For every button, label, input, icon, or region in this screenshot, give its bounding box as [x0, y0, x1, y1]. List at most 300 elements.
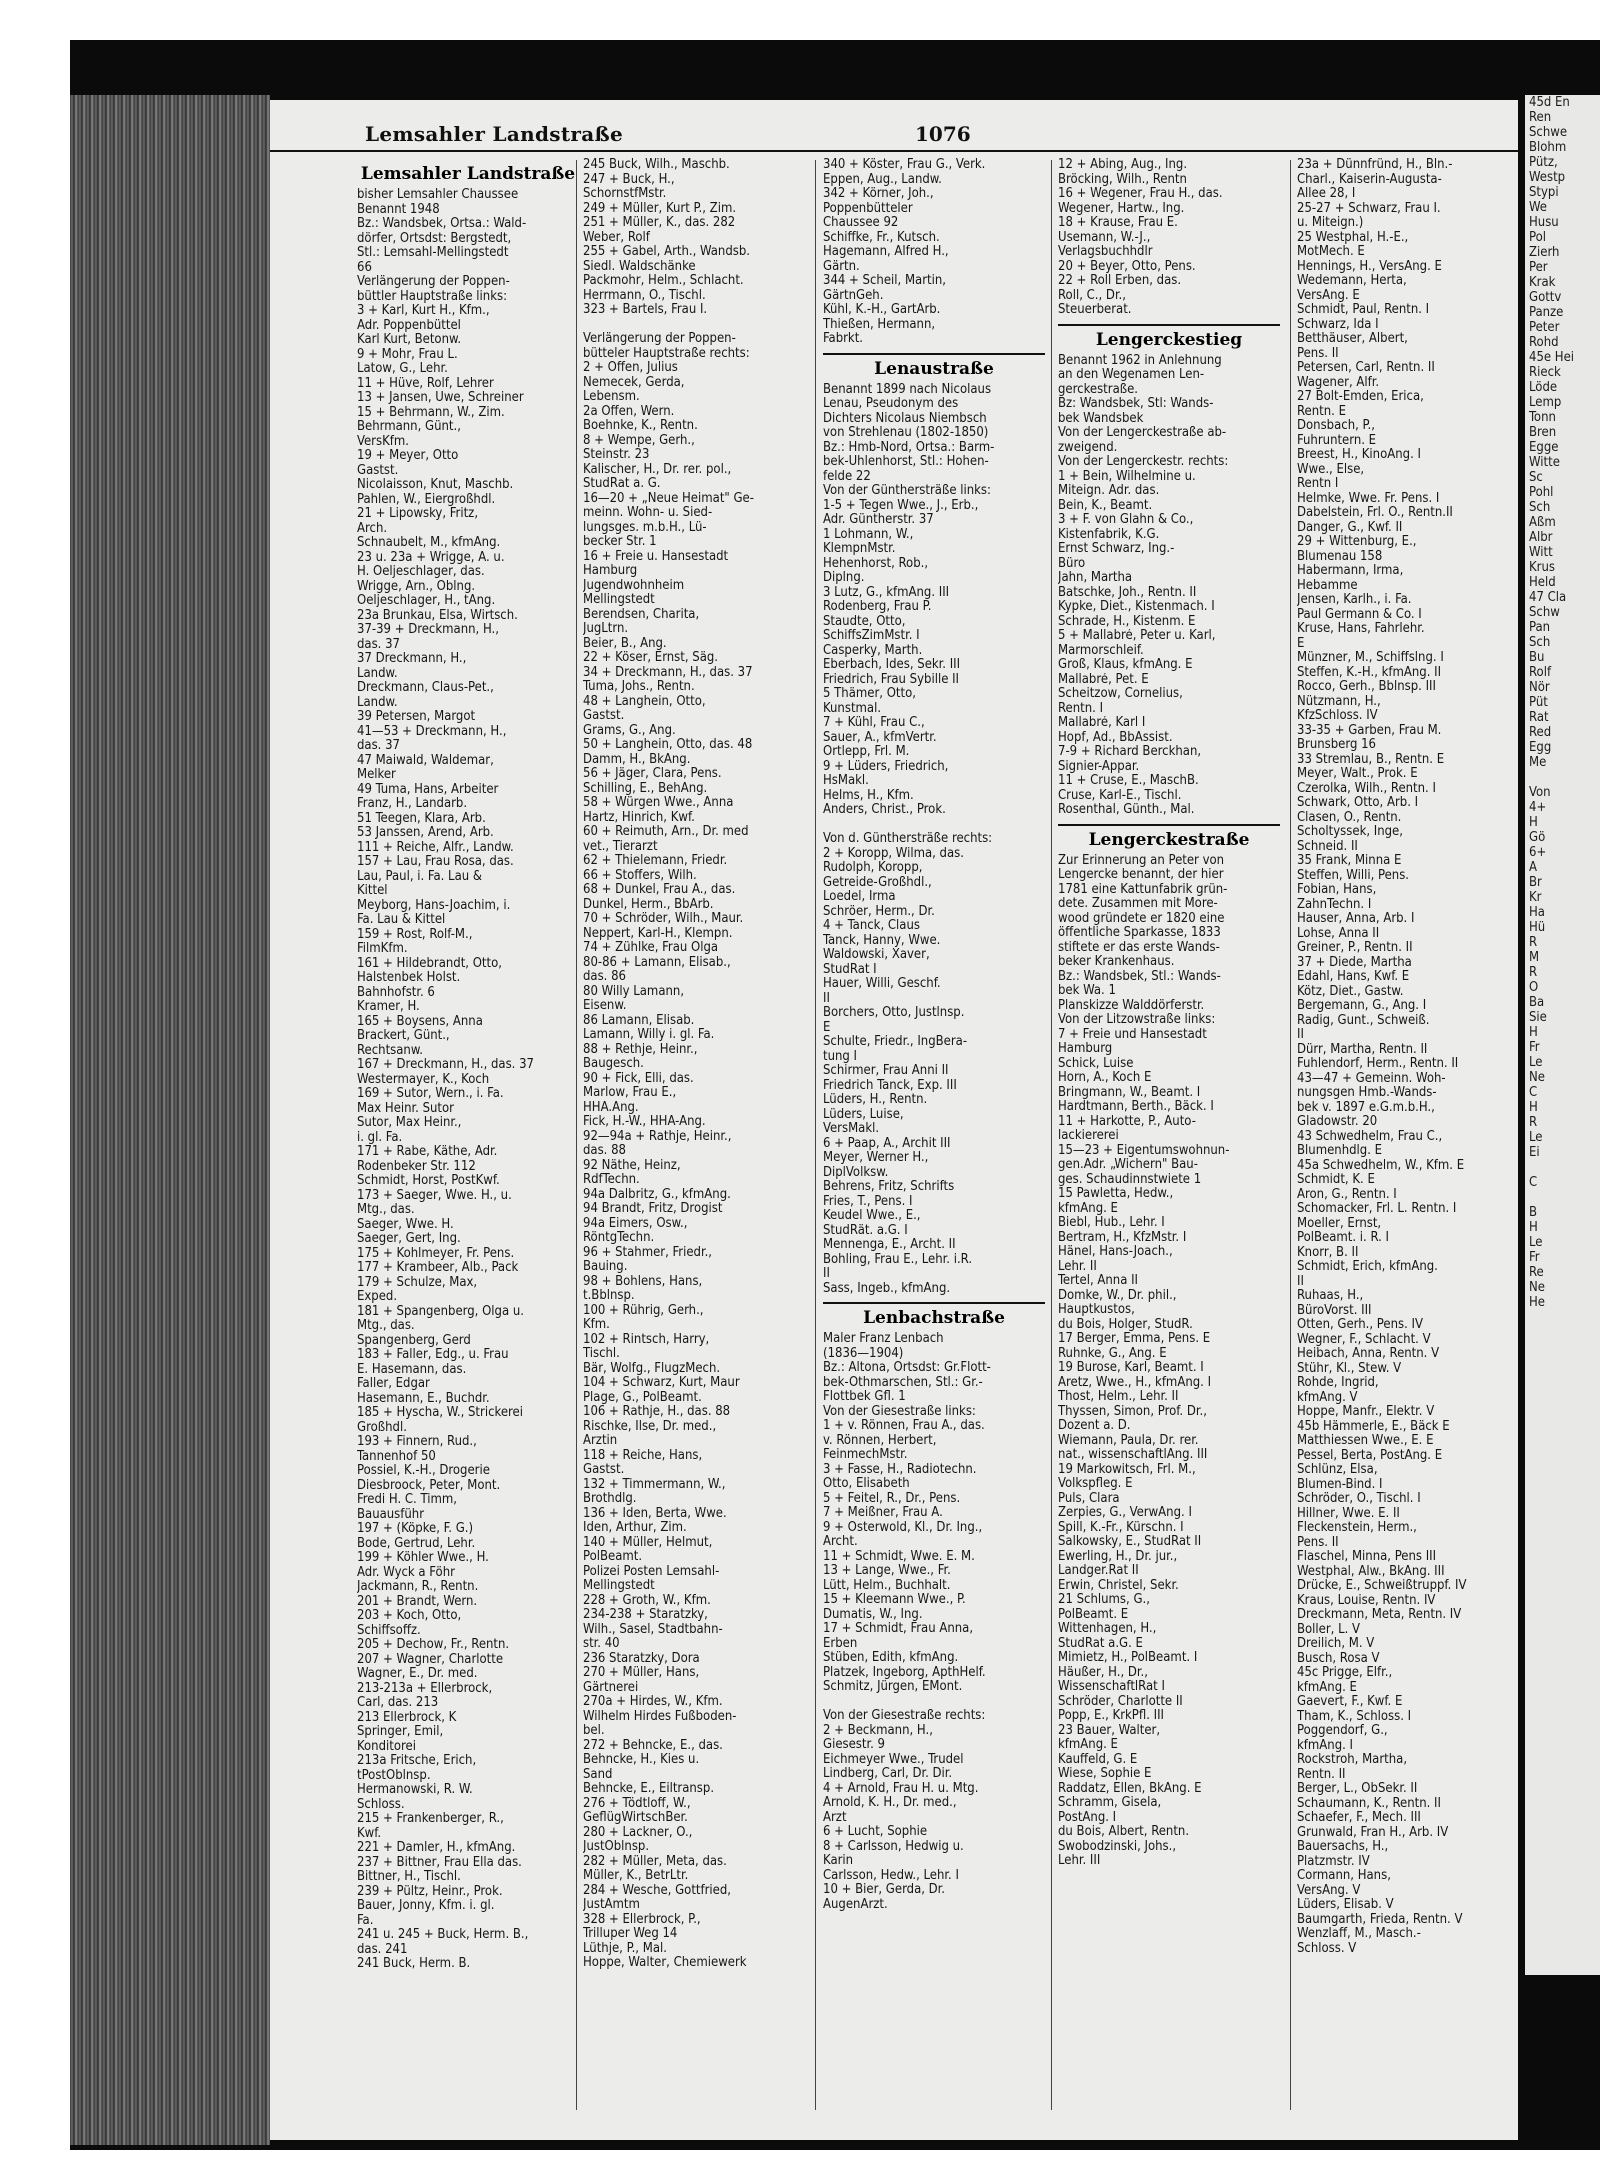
directory-line: Rockstroh, Martha, [1297, 1753, 1408, 1767]
directory-line: Drücke, E., Schweißtruppf. IV [1297, 1579, 1467, 1593]
directory-line: Baumgarth, Frieda, Rentn. V [1297, 1912, 1463, 1927]
next-page-fragment-line: Rolf [1529, 665, 1552, 680]
next-page-fragment-line: Rat [1529, 710, 1549, 725]
directory-line: Westermayer, K., Koch [357, 1072, 490, 1087]
directory-line: Hauptkustos, [1058, 1303, 1135, 1317]
directory-line: 60 + Reimuth, Arn., Dr. med [583, 825, 749, 839]
directory-line: tPostOblnsp. [357, 1768, 431, 1783]
directory-line: Springer, Emil, [357, 1725, 444, 1739]
directory-line: Platzek, Ingeborg, ApthHelf. [823, 1665, 986, 1680]
next-page-fragment-line: Ren [1529, 110, 1552, 125]
directory-line: Swobodzinski, Johs., [1058, 1839, 1177, 1854]
directory-line: Thießen, Hermann, [823, 317, 936, 332]
directory-line: 255 + Gabel, Arth., Wandsb. [583, 245, 750, 259]
directory-line: bek v. 1897 e.G.m.b.H., [1297, 1100, 1435, 1115]
column-divider [815, 160, 816, 2110]
directory-line: an den Wegenamen Len- [1058, 368, 1205, 382]
next-page-fragment-line: Sie [1529, 1010, 1547, 1025]
directory-line: Hoppe, Manfr., Elektr. V [1297, 1405, 1435, 1419]
directory-line: H. Oeljeschlager, das. [357, 565, 485, 579]
directory-line: Zur Erinnerung an Peter von [1058, 853, 1225, 868]
directory-line: Behrens, Fritz, Schrifts [823, 1180, 955, 1194]
directory-line: Tertel, Anna II [1058, 1274, 1138, 1288]
directory-line: Kraus, Louise, Rentn. IV [1297, 1593, 1436, 1608]
next-page-fragment-line: 6+ [1529, 845, 1547, 860]
directory-line: Westphal, Alw., BkAng. III [1297, 1564, 1445, 1579]
directory-line: Jugendwohnheim [583, 578, 685, 593]
directory-line: ges. Schaudinnstwiete 1 [1058, 1172, 1202, 1187]
directory-line: Spill, K.-Fr., Kürschn. I [1058, 1520, 1184, 1535]
next-page-fragment-line: A [1529, 860, 1537, 875]
next-page-fragment-line: Br [1529, 875, 1542, 890]
directory-line: Tuma, Johs., Rentn. [583, 680, 695, 694]
directory-line: du Bois, Holger, StudR. [1058, 1317, 1193, 1332]
directory-line: Gastst. [583, 709, 625, 723]
directory-line: Greiner, P., Rentn. II [1297, 941, 1413, 955]
directory-line: 328 + Ellerbrock, P., [583, 1912, 701, 1927]
directory-line: E. Hasemann, das. [357, 1362, 467, 1377]
directory-line: Steinstr. 23 [583, 448, 650, 462]
directory-line: Usemann, W.-J., [1058, 230, 1151, 245]
directory-line: Breest, H., KinoAng. I [1297, 448, 1421, 462]
directory-line: Bz: Wandsbek, Stl: Wands- [1058, 397, 1214, 411]
directory-line: tung I [823, 1049, 857, 1064]
directory-line: Lüders, Luise, [823, 1107, 904, 1122]
directory-line: Kalischer, H., Dr. rer. pol., [583, 462, 732, 477]
directory-line: Platzmstr. IV [1297, 1854, 1370, 1869]
street-heading: Lengerckestieg [1058, 324, 1280, 350]
directory-line: 203 + Koch, Otto, [357, 1609, 462, 1623]
directory-line: 13 + Lange, Wwe., Fr. [823, 1564, 951, 1578]
directory-line: Aretz, Wwe., H., kfmAng. I [1058, 1375, 1212, 1390]
next-page-fragment-line: R [1529, 1115, 1538, 1130]
directory-line: Petersen, Carl, Rentn. II [1297, 361, 1435, 375]
directory-line: Thost, Helm., Lehr. II [1058, 1390, 1179, 1404]
directory-line: 66 [357, 260, 372, 275]
directory-line: Schilling, E., BehAng. [583, 781, 708, 796]
directory-line: Czerolka, Wilh., Rentn. I [1297, 781, 1436, 796]
directory-line: Otto, Elisabeth [823, 1477, 910, 1491]
directory-line: dörfer, Ortsdst: Bergstedt, [357, 231, 512, 246]
directory-line: 25-27 + Schwarz, Frau I. [1297, 201, 1441, 216]
directory-line: Hagemann, Alfred H., [823, 245, 949, 259]
directory-line: 56 + Jäger, Clara, Pens. [583, 767, 722, 781]
directory-line: bek Wandsbek [1058, 411, 1144, 426]
directory-line: Rodenbeker Str. 112 [357, 1159, 476, 1174]
directory-line: 237 + Bittner, Frau Ella das. [357, 1855, 522, 1870]
directory-line: Wittenhagen, H., [1058, 1622, 1157, 1636]
directory-line: Mallabré, Pet. E [1058, 672, 1149, 687]
directory-line: Matthiessen Wwe., E. E [1297, 1434, 1434, 1448]
directory-line: Schomacker, Frl. L. Rentn. I [1297, 1202, 1457, 1216]
directory-line: 228 + Groth, W., Kfm. [583, 1593, 711, 1608]
directory-line: Eppen, Aug., Landw. [823, 172, 942, 187]
directory-line: Hänel, Hans-Joach., [1058, 1245, 1173, 1259]
directory-line: Schulte, Friedr., IngBera- [823, 1035, 968, 1049]
directory-line: Fobian, Hans, [1297, 883, 1377, 897]
directory-line: Kwf. [357, 1826, 382, 1841]
directory-line: Berger, L., ObSekr. II [1297, 1782, 1418, 1796]
directory-line: StudRat a.G. E [1058, 1636, 1143, 1651]
directory-line: Hillner, Wwe. E. II [1297, 1506, 1400, 1521]
directory-line: Flaschel, Minna, Pens III [1297, 1550, 1437, 1564]
directory-line: lungsges. m.b.H., Lü- [583, 520, 707, 535]
next-page-fragment-line: Kr [1529, 890, 1542, 905]
directory-line: str. 40 [583, 1637, 620, 1651]
directory-line: Mtg., das. [357, 1203, 415, 1217]
directory-line: 183 + Faller, Edg., u. Frau [357, 1348, 509, 1362]
street-heading: Lemsahler Landstraße [360, 164, 576, 184]
directory-line: 22 + Köser, Ernst, Säg. [583, 651, 719, 665]
directory-line: büttler Hauptstraße links: [357, 289, 508, 304]
directory-line: SchiffsZimMstr. I [823, 629, 920, 643]
directory-line: 53 Janssen, Arend, Arb. [357, 826, 494, 840]
directory-line: GeflügWirtschBer. [583, 1811, 688, 1825]
directory-line: Grunwald, Fran H., Arb. IV [1297, 1825, 1449, 1840]
directory-line: 193 + Finnern, Rud., [357, 1435, 477, 1449]
page-header [270, 120, 1518, 152]
directory-line: Gärtnerei [583, 1680, 639, 1695]
next-page-fragment-line: Krus [1529, 560, 1555, 575]
next-page-fragment-line [1525, 1160, 1600, 1175]
directory-line: du Bois, Albert, Rentn. [1058, 1825, 1190, 1839]
directory-line: 247 + Buck, H., [583, 172, 675, 187]
directory-line: Bittner, H., Tischl. [357, 1870, 461, 1884]
directory-line: Damm, H., BkAng. [583, 752, 691, 767]
directory-line: Dozent a. D. [1058, 1419, 1131, 1433]
directory-line [823, 818, 1045, 833]
directory-line: 245 Buck, Wilh., Maschb. [583, 158, 730, 172]
directory-line: 173 + Saeger, Wwe. H., u. [357, 1188, 512, 1203]
directory-line: Moeller, Ernst, [1297, 1216, 1382, 1231]
directory-line: 199 + Köhler Wwe., H. [357, 1551, 489, 1565]
directory-line: Schwark, Otto, Arb. I [1297, 796, 1419, 810]
next-page-fragment-line: Per [1529, 260, 1548, 275]
directory-line: Dichters Nicolaus Niembsch [823, 411, 987, 426]
next-page-fragment-line: Husu [1529, 215, 1559, 230]
directory-line: Exped. [357, 1290, 398, 1304]
directory-line: Diplng. [823, 571, 865, 585]
directory-line: Possiel, K.-H., Drogerie [357, 1464, 490, 1478]
directory-line: Helmke, Wwe. Fr. Pens. I [1297, 491, 1440, 506]
directory-line: Nützmann, H., [1297, 694, 1381, 709]
directory-line: Trilluper Weg 14 [583, 1927, 678, 1941]
directory-line: Clasen, O., Rentn. [1297, 810, 1402, 825]
directory-line: Brunsberg 16 [1297, 738, 1376, 752]
directory-line: felde 22 [823, 469, 871, 484]
directory-line: Kistenfabrik, K.G. [1058, 527, 1160, 542]
directory-line: 104 + Schwarz, Kurt, Maur [583, 1376, 740, 1390]
directory-line: 16 + Wegener, Frau H., das. [1058, 187, 1223, 201]
directory-line: Blumenhdlg. E [1297, 1144, 1383, 1158]
directory-line: 5 + Feitel, R., Dr., Pens. [823, 1491, 961, 1506]
directory-line: Charl., Kaiserin-Augusta- [1297, 172, 1442, 187]
directory-line: Melker [357, 768, 396, 782]
directory-line: (1836—1904) [823, 1346, 904, 1361]
directory-line: Schröder, O., Tischl. I [1297, 1492, 1421, 1506]
directory-line: Rosenthal, Günth., Mal. [1058, 803, 1195, 817]
directory-line: StudRat I [823, 962, 877, 977]
directory-line: Biebl, Hub., Lehr. I [1058, 1216, 1165, 1230]
directory-line: StudRat a. G. [583, 477, 661, 491]
directory-line: RöntgTechn. [583, 1231, 655, 1245]
directory-line: Plage, G., PolBeamt. [583, 1390, 702, 1405]
directory-line: Bz.: Wandsbek, Ortsa.: Wald- [357, 217, 527, 231]
directory-line: 284 + Wesche, Gottfried, [583, 1883, 732, 1898]
directory-line: Dunkel, Herm., BbArb. [583, 897, 714, 912]
directory-line: 7 + Freie und Hansestadt [1058, 1027, 1207, 1042]
directory-line: 17 + Schmidt, Frau Anna, [823, 1622, 974, 1636]
directory-line: 3 Lutz, G., kfmAng. III [823, 585, 950, 600]
directory-line: 340 + Köster, Frau G., Verk. [823, 158, 986, 172]
next-page-fragment-line: He [1529, 1295, 1545, 1310]
directory-line: 62 + Thielemann, Friedr. [583, 854, 728, 868]
directory-line: Wedemann, Herta, [1297, 274, 1407, 288]
directory-line: 167 + Dreckmann, H., das. 37 [357, 1058, 534, 1072]
directory-line: bek-Uhlenhorst, Stl.: Hohen- [823, 455, 989, 469]
next-page-fragment-line: Held [1529, 575, 1556, 590]
directory-line: kfmAng. I [1297, 1738, 1353, 1753]
directory-line: 2 + Koropp, Wilma, das. [823, 846, 964, 861]
directory-line: Kramer, H. [357, 1000, 420, 1014]
next-page-fragment-line: Schwe [1529, 125, 1568, 140]
directory-line: Hennings, H., VersAng. E [1297, 259, 1442, 274]
next-page-fragment-line: Ne [1529, 1280, 1545, 1295]
directory-line: Mtg., das. [357, 1319, 415, 1333]
directory-line: WissenschaftlRat I [1058, 1680, 1165, 1694]
directory-line: Landw. [357, 666, 398, 681]
next-page-fragment-line: Ba [1529, 995, 1545, 1010]
next-page-fragment-line: H [1529, 1100, 1538, 1115]
directory-line: 15 Pawletta, Hedw., [1058, 1187, 1174, 1201]
next-page-fragment-line: M [1529, 950, 1540, 965]
directory-line: Hasemann, E., Buchdr. [357, 1391, 490, 1406]
directory-line: 23 u. 23a + Wrigge, A. u. [357, 550, 505, 565]
directory-line: gerckestraße. [1058, 382, 1139, 397]
directory-line: Neppert, Karl-H., Klempn. [583, 926, 733, 941]
directory-line: Meyer, Werner H., [823, 1151, 929, 1165]
directory-line: Großhdl. [357, 1420, 407, 1435]
running-head: Lemsahler Landstraße [365, 122, 623, 146]
directory-line: 197 + (Köpke, F. G.) [357, 1522, 474, 1536]
directory-line: Lenau, Pseudonym des [823, 397, 959, 411]
directory-line: Wegner, F., Schlacht. V [1297, 1332, 1431, 1347]
directory-line: Busch, Rosa V [1297, 1651, 1380, 1666]
directory-line: 92 Näthe, Heinz, [583, 1158, 681, 1173]
next-page-fragment-line: Red [1529, 725, 1552, 740]
next-page-fragment-line: 45d En [1529, 95, 1570, 110]
directory-line: 22 + Roll Erben, das. [1058, 274, 1182, 288]
directory-line: Fuhlendorf, Herm., Rentn. II [1297, 1057, 1459, 1071]
column-divider [1051, 160, 1052, 2110]
directory-line: Carlsson, Hedw., Lehr. I [823, 1868, 959, 1883]
directory-line: Fick, H.-W., HHA-Ang. [583, 1115, 706, 1129]
next-page-fragment-line: Fr [1529, 1040, 1540, 1055]
directory-line: 16—20 + „Neue Heimat" Ge- [583, 491, 754, 506]
directory-line: Thyssen, Simon, Prof. Dr., [1058, 1404, 1207, 1419]
directory-line: Marmorschleif. [1058, 643, 1144, 658]
directory-line: 92—94a + Rathje, Heinr., [583, 1129, 732, 1144]
directory-line: Bär, Wolfg., FlugzMech. [583, 1361, 721, 1376]
directory-line: Fleckenstein, Herm., [1297, 1521, 1417, 1535]
directory-line: 342 + Körner, Joh., [823, 187, 934, 201]
directory-line: Adr. Poppenbüttel [357, 318, 461, 333]
next-page-fragment-line: Schw [1529, 605, 1560, 620]
directory-line: Pens. II [1297, 1535, 1339, 1550]
directory-line: Miteign. Adr. das. [1058, 484, 1160, 498]
directory-line: Eichmeyer Wwe., Trudel [823, 1752, 964, 1767]
next-page-fragment-line: Sc [1529, 470, 1543, 485]
directory-line: Nemecek, Gerda, [583, 375, 685, 390]
directory-line: Bahnhofstr. 6 [357, 985, 435, 1000]
next-page-fragment-line: Sch [1529, 635, 1551, 650]
directory-line: Scholtyssek, Inge, [1297, 825, 1403, 839]
directory-line: Ruhaas, H., [1297, 1289, 1364, 1303]
directory-line: Benannt 1899 nach Nicolaus [823, 382, 992, 397]
directory-line: Cormann, Hans, [1297, 1869, 1391, 1883]
directory-line: Flottbek Gfl. 1 [823, 1390, 906, 1404]
directory-line: E [1297, 636, 1305, 651]
directory-line: Von d. Günthersträße rechts: [823, 832, 993, 846]
directory-line: Pessel, Berta, PostAng. E [1297, 1448, 1443, 1463]
next-page-fragment-line: Nör [1529, 680, 1550, 695]
directory-line: Meyer, Walt., Prok. E [1297, 767, 1418, 781]
directory-line: Bz.: Altona, Ortsdst: Gr.Flott- [823, 1361, 991, 1375]
directory-line: 270a + Hirdes, W., Kfm. [583, 1695, 723, 1709]
directory-line: Schaumann, K., Rentn. II [1297, 1796, 1441, 1811]
next-page-fragment-line: Gö [1529, 830, 1546, 845]
directory-line: Gaevert, F., Kwf. E [1297, 1695, 1403, 1709]
directory-line: Kauffeld, G. E [1058, 1752, 1138, 1767]
directory-line: Puls, Clara [1058, 1491, 1120, 1506]
directory-line: Chaussee 92 [823, 216, 899, 230]
directory-line: Wrigge, Arn., Oblng. [357, 579, 476, 594]
directory-line: Jahn, Martha [1058, 571, 1133, 585]
directory-line: Diesbroock, Peter, Mont. [357, 1478, 501, 1493]
directory-line: Schiffsoffz. [357, 1623, 421, 1638]
next-page-fragment-line: Pohl [1529, 485, 1554, 500]
directory-line: t.Bblnsp. [583, 1289, 635, 1303]
next-page-fragment-line: 45e Hei [1529, 350, 1575, 365]
directory-line: 205 + Dechow, Fr., Rentn. [357, 1638, 510, 1652]
directory-line: Friedrich Tanck, Exp. III [823, 1078, 957, 1093]
directory-line: Schröder, Charlotte II [1058, 1694, 1183, 1709]
directory-line: Lüders, Elisab. V [1297, 1898, 1394, 1912]
directory-line: Radig, Gunt., Schweiß. [1297, 1013, 1430, 1028]
directory-line: Rohde, Ingrid, [1297, 1376, 1379, 1390]
directory-line: Ewerling, H., Dr. jur., [1058, 1549, 1178, 1564]
directory-line: II [1297, 1028, 1304, 1042]
directory-line: 100 + Rührig, Gerh., [583, 1303, 704, 1318]
next-page-fragment-line: Blohm [1529, 140, 1567, 155]
directory-line: 86 Lamann, Elisab. [583, 1013, 695, 1028]
next-page-fragment-line: Püt [1529, 695, 1548, 710]
directory-line: 106 + Rathje, H., das. 88 [583, 1405, 731, 1419]
directory-line: Signier-Appar. [1058, 759, 1140, 774]
directory-line: Siedl. Waldschänke [583, 259, 696, 274]
directory-column-1 [357, 158, 579, 1972]
directory-line: Borchers, Otto, Justlnsp. [823, 1006, 965, 1020]
directory-line: Kötz, Diet., Gastw. [1297, 984, 1404, 999]
next-page-fragment-line: Westp [1529, 170, 1566, 185]
directory-line: Boller, L. V [1297, 1622, 1361, 1637]
directory-line: Müller, K., BetrLtr. [583, 1869, 689, 1883]
street-heading: Lenbachstraße [823, 1302, 1045, 1328]
next-page-fragment-line: Pütz, [1529, 155, 1558, 170]
directory-line: Brackert, Günt., [357, 1029, 450, 1043]
directory-line: Kypke, Diet., Kistenmach. I [1058, 600, 1215, 614]
directory-line: Von der Giesestraße rechts: [823, 1709, 986, 1723]
directory-line: Schirmer, Frau Anni II [823, 1064, 949, 1078]
directory-line: 169 + Sutor, Wern., i. Fa. [357, 1087, 504, 1101]
directory-line: Spangenberg, Gerd [357, 1333, 471, 1348]
next-page-fragment-line: Albr [1529, 530, 1553, 545]
directory-line: Kfm. [583, 1318, 610, 1332]
directory-line: 213a Fritsche, Erich, [357, 1754, 477, 1768]
directory-line: 1 Lohmann, W., [823, 527, 914, 542]
directory-line: JugLtrn. [583, 622, 629, 636]
column-divider [1290, 160, 1291, 2110]
directory-line: Mellingstedt [583, 593, 655, 607]
directory-line: 43 Schwedhelm, Frau C., [1297, 1129, 1443, 1144]
directory-line: Giesestr. 9 [823, 1738, 885, 1752]
directory-line: Schmidt, Paul, Rentn. I [1297, 303, 1430, 317]
directory-line: 37 Dreckmann, H., [357, 652, 467, 666]
next-page-fragment-line: Aßm [1529, 515, 1556, 530]
directory-line: Donsbach, P., [1297, 419, 1375, 433]
directory-line: 48 + Langhein, Otto, [583, 694, 706, 709]
directory-line: 20 + Beyer, Otto, Pens. [1058, 259, 1196, 274]
directory-line: Adr. Wyck a Föhr [357, 1565, 455, 1580]
directory-line: II [823, 1267, 830, 1281]
next-page-fragment-line: Pan [1529, 620, 1551, 635]
directory-line: Popp, E., KrkPfl. III [1058, 1709, 1164, 1723]
directory-line: Wilhelm Hirdes Fußboden- [583, 1709, 737, 1724]
directory-line: kfmAng. E [1058, 1738, 1118, 1752]
directory-line: PolBeamt. E [1058, 1607, 1129, 1622]
directory-line: Volkspfleg. E [1058, 1477, 1133, 1491]
directory-line: JustOblnsp. [583, 1840, 650, 1854]
directory-line: beker Krankenhaus. [1058, 955, 1175, 969]
directory-line: 21 + Lipowsky, Fritz, [357, 507, 479, 521]
next-page-fragment-line: Re [1529, 1265, 1544, 1280]
directory-line: Bauing. [583, 1260, 628, 1274]
directory-line: 132 + Timmermann, W., [583, 1477, 726, 1492]
directory-line: i. gl. Fa. [357, 1130, 403, 1145]
next-page-fragment-line: Me [1529, 755, 1547, 770]
directory-line: Schlünz, Elsa, [1297, 1463, 1378, 1477]
directory-line: 98 + Bohlens, Hans, [583, 1274, 703, 1289]
directory-line: 239 + Pültz, Heinr., Prok. [357, 1884, 503, 1899]
directory-line: Berendsen, Charita, [583, 607, 700, 622]
directory-line: 11 + Cruse, E., MaschB. [1058, 774, 1199, 788]
directory-line: Paul Germann & Co. I [1297, 607, 1422, 622]
next-page-fragment-line: Hü [1529, 920, 1546, 935]
directory-line: Keudel Wwe., E., [823, 1209, 921, 1223]
directory-line: zweigend. [1058, 440, 1118, 455]
directory-line: Anders, Christ., Prok. [823, 803, 946, 817]
next-page-fragment-line: Fr [1529, 1250, 1540, 1265]
directory-line: Von der Günthersträße links: [823, 484, 991, 498]
directory-line: von Strehlenau (1802-1850) [823, 426, 989, 440]
directory-line: Verlagsbuchhdlr [1058, 245, 1153, 259]
directory-line: Lüthje, P., Mal. [583, 1941, 667, 1956]
directory-line: stiftete er das erste Wands- [1058, 940, 1220, 955]
directory-line: Sutor, Max Heinr., [357, 1116, 462, 1130]
directory-line: Heibach, Anna, Rentn. V [1297, 1347, 1440, 1361]
directory-line: 33 Stremlau, B., Rentn. E [1297, 752, 1445, 767]
next-page-fragment-line: Lemp [1529, 395, 1562, 410]
